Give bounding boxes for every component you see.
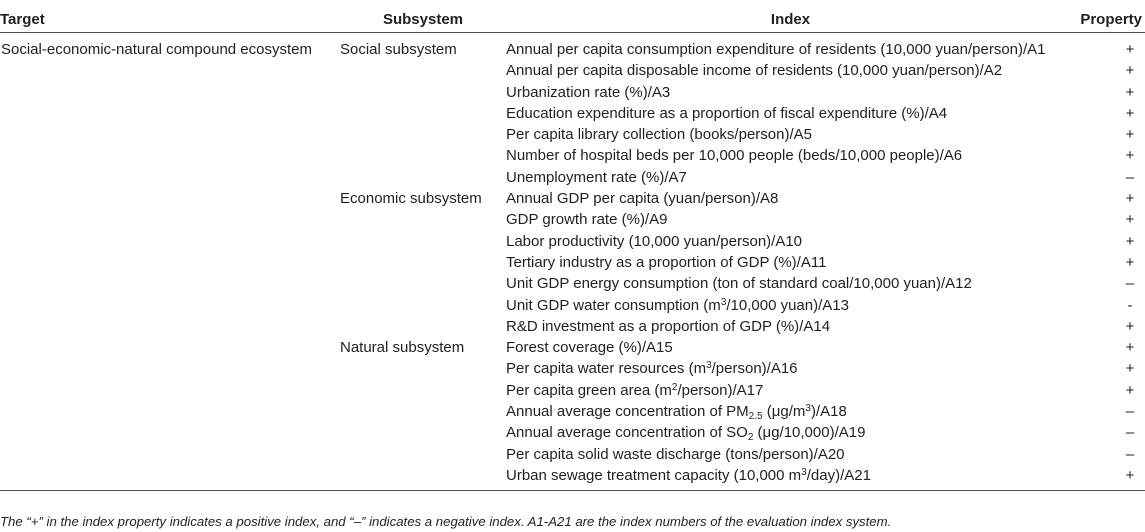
table-row xyxy=(0,188,1145,209)
header-subsystem: Subsystem xyxy=(340,6,506,33)
subsystem-cell xyxy=(340,209,506,230)
subsystem-cell: Natural subsystem xyxy=(340,339,465,357)
table-row xyxy=(0,103,1145,124)
table-body xyxy=(0,33,1145,491)
property-cell: + xyxy=(1125,466,1135,484)
index-system-table xyxy=(0,6,1145,491)
index-cell: R&D investment as a proportion of GDP (%)/A14 xyxy=(506,317,831,335)
target-cell xyxy=(0,209,340,230)
property-cell: + xyxy=(1125,232,1135,250)
target-cell xyxy=(0,60,340,81)
subsystem-cell xyxy=(340,167,506,188)
subsystem-cell xyxy=(340,273,506,294)
subsystem-cell: Social subsystem xyxy=(340,41,457,58)
index-cell: Unit GDP water consumption ($m^3/10,000$ yuan)/A13 xyxy=(506,296,849,314)
subsystem-cell xyxy=(340,103,506,124)
index-cell: Annual average concentration of $PM_{2.5}$ $(\mu g/m^3)/A18$ xyxy=(506,403,847,423)
target-cell xyxy=(0,380,340,401)
property-cell: + xyxy=(1125,104,1135,122)
table-row xyxy=(0,273,1145,294)
property-cell: + xyxy=(1125,253,1135,271)
target-cell xyxy=(0,252,340,273)
index-cell: Urbanization rate (%)/A3 xyxy=(506,83,671,101)
table-row xyxy=(0,465,1145,491)
property-cell: + xyxy=(1125,190,1135,208)
target-cell xyxy=(0,295,340,316)
target-cell xyxy=(0,124,340,145)
subsystem-cell: Economic subsystem xyxy=(340,190,482,208)
header-property: Property xyxy=(1075,6,1145,33)
table-row xyxy=(0,252,1145,273)
index-cell: Labor productivity (10,000 yuan/person)/A10 xyxy=(506,232,803,250)
index-cell: Annual per capita disposable income of residents (10,000 yuan/person)/A2 xyxy=(506,62,1003,80)
header-row xyxy=(0,6,1145,33)
index-cell: GDP growth rate (%)/A9 xyxy=(506,211,668,229)
subsystem-cell xyxy=(340,316,506,337)
property-cell: + xyxy=(1125,83,1135,101)
index-cell: Per capita solid waste discharge (tons/person)/A20 xyxy=(506,445,845,463)
property-cell: + xyxy=(1125,41,1135,58)
target-cell xyxy=(0,444,340,465)
property-cell: + xyxy=(1125,211,1135,229)
target-cell xyxy=(0,337,340,358)
index-cell: Urban sewage treatment capacity (10,000 $m^3/day)/A21$ xyxy=(506,466,871,484)
subsystem-cell xyxy=(340,252,506,273)
table-row xyxy=(0,124,1145,145)
subsystem-cell xyxy=(340,82,506,103)
table-row xyxy=(0,316,1145,337)
property-cell: + xyxy=(1125,62,1135,80)
target-cell xyxy=(0,145,340,166)
table-row xyxy=(0,295,1145,316)
subsystem-cell xyxy=(340,295,506,316)
header-target: Target xyxy=(0,6,340,33)
subsystem-cell xyxy=(340,231,506,252)
table-row xyxy=(0,231,1145,252)
index-cell: Annual GDP per capita (yuan/person)/A8 xyxy=(506,190,779,208)
target-cell xyxy=(0,401,340,422)
index-cell: Number of hospital beds per 10,000 people (beds/10,000 people)/A6 xyxy=(506,147,963,165)
target-cell xyxy=(0,465,340,491)
target-cell xyxy=(0,231,340,252)
property-cell: – xyxy=(1125,445,1135,463)
property-cell: + xyxy=(1125,126,1135,144)
property-cell: – xyxy=(1125,424,1135,442)
property-cell: – xyxy=(1125,275,1135,293)
index-cell: Tertiary industry as a proportion of GDP (%)/A11 xyxy=(506,253,827,271)
target-cell xyxy=(0,188,340,209)
property-cell: + xyxy=(1125,360,1135,378)
header-index: Index xyxy=(506,6,1075,33)
table-row xyxy=(0,422,1145,443)
property-cell: + xyxy=(1125,147,1135,165)
target-cell xyxy=(0,273,340,294)
target-cell xyxy=(0,422,340,443)
property-cell: – xyxy=(1125,168,1135,186)
table-row xyxy=(0,209,1145,230)
index-cell: Unit GDP energy consumption (ton of standard coal/10,000 yuan)/A12 xyxy=(506,275,972,293)
subsystem-cell xyxy=(340,465,506,491)
index-cell: Forest coverage (%)/A15 xyxy=(506,339,673,357)
subsystem-cell xyxy=(340,422,506,443)
index-cell: Per capita water resources $(m^3/person)/A16$ xyxy=(506,360,798,378)
subsystem-cell xyxy=(340,380,506,401)
subsystem-cell xyxy=(340,401,506,422)
subsystem-cell xyxy=(340,145,506,166)
table-row xyxy=(0,358,1145,379)
subsystem-cell xyxy=(340,358,506,379)
property-cell: + xyxy=(1125,339,1135,357)
target-cell xyxy=(0,316,340,337)
property-cell: + xyxy=(1125,317,1135,335)
target-cell xyxy=(0,103,340,124)
target-cell: Social-economic-natural compound ecosystem xyxy=(1,41,312,58)
index-cell: Annual average concentration of $SO_2$ (μg/10,000)/A19 xyxy=(506,424,866,444)
index-cell: Unemployment rate (%)/A7 xyxy=(506,168,687,186)
subsystem-cell xyxy=(340,124,506,145)
table-row xyxy=(0,60,1145,81)
property-cell: - xyxy=(1127,296,1133,314)
property-cell: – xyxy=(1125,403,1135,421)
table-row xyxy=(0,82,1145,103)
table-row xyxy=(0,401,1145,422)
table-row xyxy=(0,337,1145,358)
table-row xyxy=(0,444,1145,465)
property-cell: + xyxy=(1125,381,1135,399)
target-cell xyxy=(0,82,340,103)
index-cell: Annual per capita consumption expenditure of residents (10,000 yuan/person)/A1 xyxy=(506,41,1046,58)
index-cell: Education expenditure as a proportion of fiscal expenditure (%)/A4 xyxy=(506,104,948,122)
index-cell: Per capita library collection (books/person)/A5 xyxy=(506,126,812,144)
table-row xyxy=(0,167,1145,188)
table-footnote: The “+” in the index property indicates a positive index, and “–” indicates a negative index. A1-A21 are the index numbers of the evaluation index system. xyxy=(0,514,892,529)
table-row xyxy=(0,145,1145,166)
table-row xyxy=(0,380,1145,401)
subsystem-cell xyxy=(340,60,506,81)
subsystem-cell xyxy=(340,444,506,465)
target-cell xyxy=(0,167,340,188)
table-row xyxy=(0,33,1145,61)
index-cell: Per capita green area $(m^2/person)/A17$ xyxy=(506,381,764,399)
target-cell xyxy=(0,358,340,379)
